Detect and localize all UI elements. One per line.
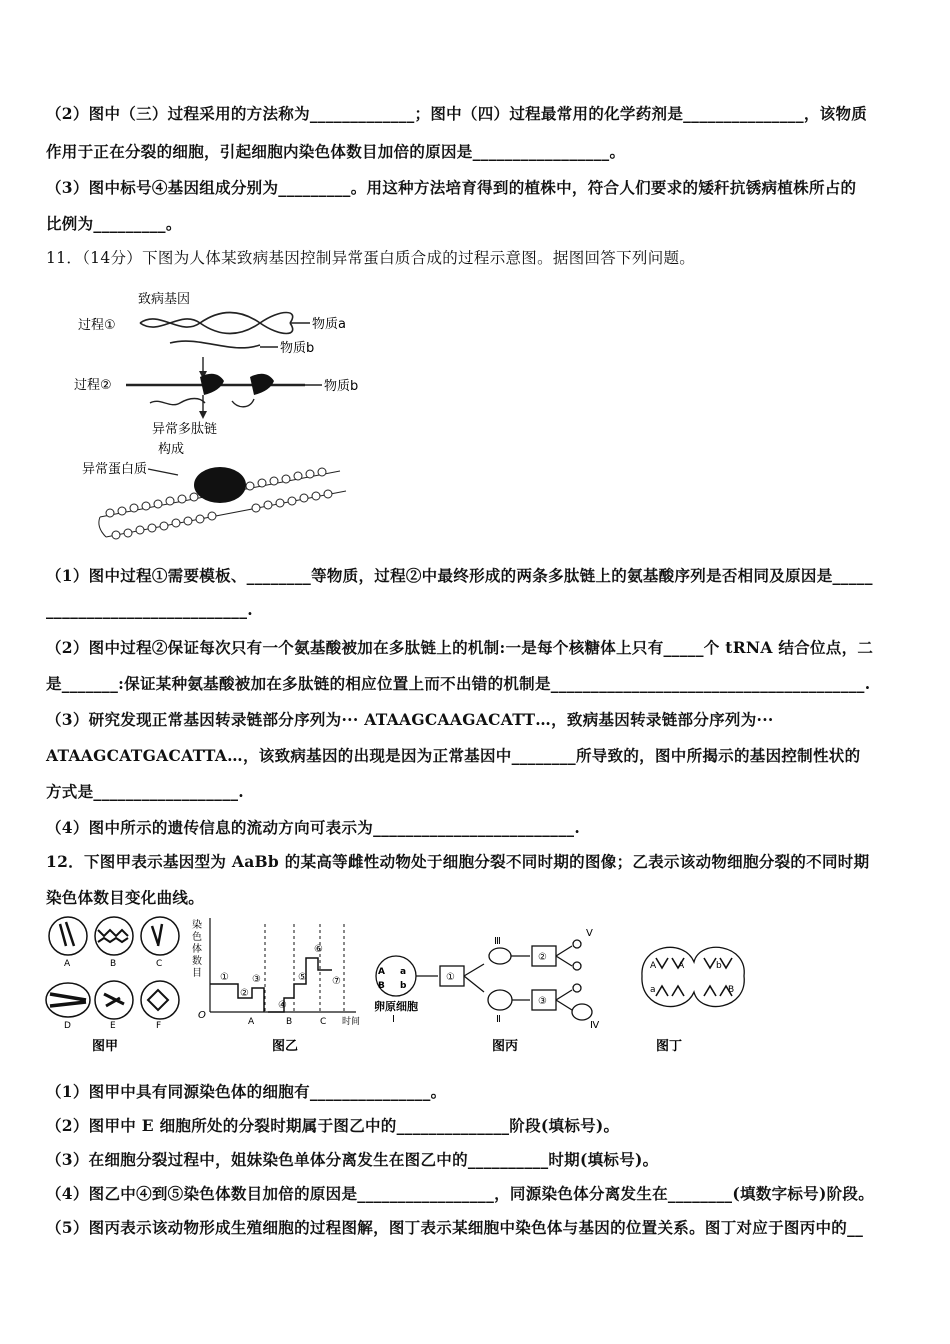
label-substance-a: 物质a: [312, 317, 346, 332]
roman-2: Ⅱ: [496, 1014, 501, 1025]
roman-3: Ⅲ: [494, 936, 501, 947]
xtick-b: B: [286, 1017, 293, 1027]
text-line-1: （2）图中（三）过程采用的方法称为_____________；图中（四）过程最常用的化学药剂是_______________，该物质: [46, 104, 868, 123]
caption-jia: 图甲: [92, 1039, 119, 1054]
cell-division-figure: [44, 914, 904, 1064]
ding-gene-4: a: [650, 985, 656, 995]
label-cell-c: C: [156, 959, 163, 969]
ylabel-1: 染: [192, 920, 202, 931]
ylabel-3: 体: [192, 944, 202, 955]
dna-strand-1: [140, 313, 293, 334]
q11-part3-line3: 方式是__________________.: [46, 782, 244, 801]
cell-ii: [488, 990, 512, 1010]
step-2: ②: [538, 952, 547, 963]
dna-strand-2: [140, 313, 293, 334]
fig-ding: [642, 947, 744, 1006]
q12-part1: （1）图甲中具有同源染色体的细胞有_______________。: [46, 1082, 447, 1101]
question-12-stem-2: 染色体数目变化曲线。: [46, 888, 205, 907]
stage-4: ④: [278, 1000, 287, 1011]
ding-gene-1: A: [650, 961, 657, 971]
ribosome-1: [200, 374, 224, 395]
q11-part1-line1: （1）图中过程①需要模板、________等物质，过程②中最终形成的两条多肽链上的氨基酸序列是否相同及原因是_____: [46, 566, 873, 585]
mrna-strand: [170, 341, 260, 348]
label-cell-e: E: [110, 1021, 116, 1031]
label-abnormal-polypeptide: 异常多肽链: [152, 422, 218, 437]
ding-gene-5: B: [728, 985, 735, 995]
text-line-3: （3）图中标号④基因组成分别为_________。用这种方法培育得到的植株中，符合人们要求的矮秆抗锈病植株所占的: [46, 178, 857, 197]
stage-6: ⑥: [314, 944, 323, 955]
text-line-4: 比例为_________。: [46, 214, 182, 233]
q11-part4: （4）图中所示的遗传信息的流动方向可表示为_________________________.: [46, 818, 581, 837]
label-constitute: 构成: [158, 442, 185, 457]
roman-1: Ⅰ: [392, 1014, 395, 1025]
label-cell-b: B: [110, 959, 117, 969]
ylabel-5: 目: [192, 968, 202, 979]
stage-1: ①: [220, 972, 229, 983]
question-12-stem-1: 12．下图甲表示基因型为 AaBb 的某高等雌性动物处于细胞分裂不同时期的图像；乙表示该动物细胞分裂的不同时期: [46, 852, 870, 871]
label-cell-a: A: [64, 959, 71, 969]
label-process-2: 过程②: [74, 378, 112, 393]
label-substance-b: 物质b: [280, 341, 315, 356]
cell-iii: [489, 948, 511, 964]
step-1: ①: [446, 972, 455, 983]
label-cell-d: D: [64, 1021, 71, 1031]
stage-3: ③: [252, 974, 261, 985]
ding-gene-2: A: [678, 961, 685, 971]
label-oogonium: 卵原细胞: [374, 1000, 418, 1013]
step-3: ③: [538, 996, 547, 1007]
dividing-cell-outline: [642, 947, 744, 1006]
q12-part2: （2）图甲中 E 细胞所处的分裂时期属于图乙中的______________阶段(填标号)。: [46, 1116, 620, 1135]
label-process-1: 过程①: [78, 318, 116, 333]
cell-a: [49, 917, 87, 955]
label-substance-b-2: 物质b: [324, 379, 359, 394]
roman-4: Ⅳ: [590, 1020, 600, 1031]
q11-part2-line2: 是_______:保证某种氨基酸被加在多肽链的相应位置上而不出错的机制是_______________________________________.: [46, 674, 871, 693]
stage-7: ⑦: [332, 976, 341, 987]
abnormal-protein-blob: [194, 467, 246, 503]
gene-a-small: a: [400, 967, 407, 977]
gene-a-left: A: [378, 967, 385, 977]
q12-part3: （3）在细胞分裂过程中，姐妹染色单体分离发生在图乙中的__________时期(填标号)。: [46, 1150, 659, 1169]
fig-yi: [192, 918, 360, 1054]
xtick-c: C: [320, 1017, 327, 1027]
gene-expression-figure: [60, 285, 380, 545]
label-disease-gene: 致病基因: [138, 292, 191, 307]
q11-part1-line2: _________________________.: [46, 600, 253, 619]
label-cell-f: F: [156, 1021, 162, 1031]
caption-bing: 图丙: [492, 1039, 519, 1054]
question-11-stem: 11．（14分）下图为人体某致病基因控制异常蛋白质合成的过程示意图。据图回答下列问题。: [46, 249, 696, 267]
caption-ding: 图丁: [656, 1039, 683, 1054]
gene-b-small: b: [400, 981, 407, 991]
gene-b-big: B: [378, 981, 385, 991]
q11-part2-line1: （2）图中过程②保证每次只有一个氨基酸被加在多肽链上的机制:一是每个核糖体上只有_____个 tRNA 结合位点，二: [46, 638, 874, 657]
ribosome-2: [250, 374, 274, 395]
label-abnormal-protein: 异常蛋白质: [82, 462, 148, 477]
xlabel-time: 时间: [342, 1017, 361, 1027]
stage-2: ②: [240, 988, 249, 999]
origin-label: O: [198, 1010, 206, 1021]
stage-5: ⑤: [298, 972, 307, 983]
q12-part4: （4）图乙中④到⑤染色体数目加倍的原因是_________________，同源染色体分离发生在________(填数字标号)阶段。: [46, 1184, 875, 1203]
chromosome-curve: [210, 958, 332, 1012]
ylabel-4: 数: [192, 956, 202, 967]
q11-part3-line1: （3）研究发现正常基因转录链部分序列为··· ATAAGCAAGACATT…，致病基因转录链部分序列为···: [46, 710, 774, 729]
q11-part3-line2: ATAAGCATGACATTA…，该致病基因的出现是因为正常基因中________所导致的，图中所揭示的基因控制性状的: [46, 746, 861, 765]
caption-yi: 图乙: [272, 1039, 299, 1054]
ylabel-2: 色: [192, 932, 202, 943]
q12-part5: （5）图丙表示该动物形成生殖细胞的过程图解，图丁表示某细胞中染色体与基因的位置关系。图丁对应于图丙中的__: [46, 1218, 864, 1237]
xtick-a: A: [248, 1017, 255, 1027]
roman-5: Ⅴ: [586, 928, 593, 939]
ding-gene-3: b: [716, 961, 722, 971]
text-line-2: 作用于正在分裂的细胞，引起细胞内染色体数目加倍的原因是_________________。: [46, 142, 626, 161]
